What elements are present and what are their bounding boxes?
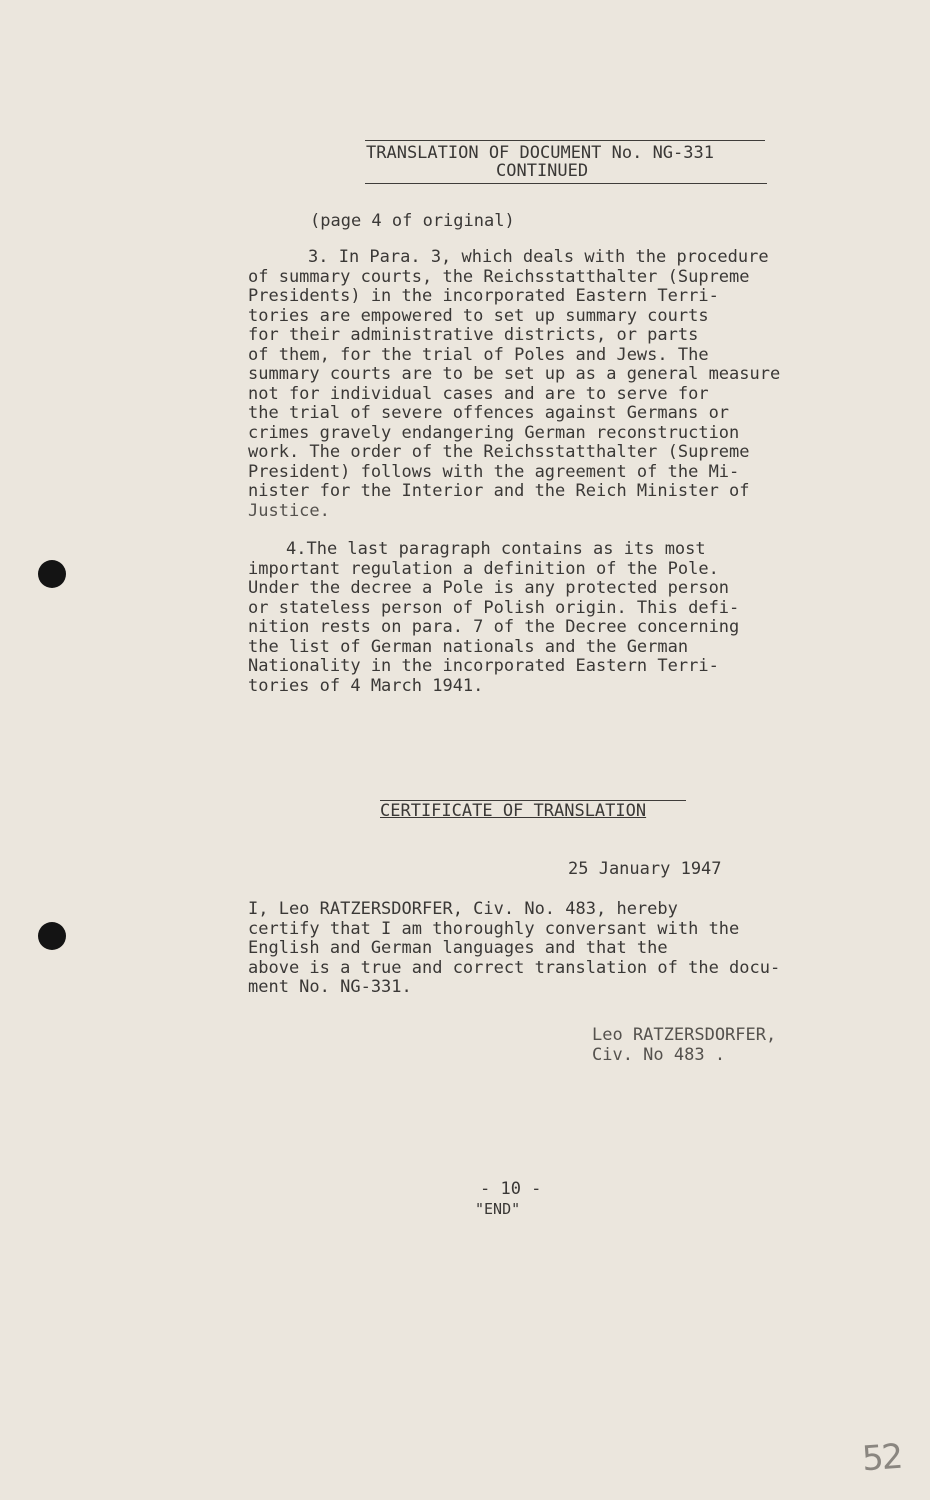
paragraph-3-line: the trial of severe offences against Germans or: [248, 403, 730, 423]
paragraph-4-line: nition rests on para. 7 of the Decree concerning: [248, 617, 740, 637]
paragraph-3: [248, 248, 780, 521]
header-top-rule: [365, 140, 765, 141]
paragraph-3-line: 3. In Para. 3, which deals with the procedure: [308, 247, 769, 267]
paragraph-4-line: 4.The last paragraph contains as its most: [286, 539, 706, 559]
document-title: TRANSLATION OF DOCUMENT No. NG-331: [366, 143, 714, 163]
paragraph-3-line: Justice.: [248, 500, 330, 521]
end-marker: "END": [475, 1200, 521, 1218]
certificate-top-rule: [380, 800, 686, 801]
paragraph-4-line: tories of 4 March 1941.: [248, 675, 484, 696]
continued-label: CONTINUED: [496, 161, 589, 181]
signature-civ-number: Civ. No 483 .: [592, 1045, 726, 1065]
certificate-line: certify that I am thoroughly conversant with the: [248, 918, 740, 939]
header-bottom-rule: [365, 183, 767, 184]
certificate-line: ment No. NG-331.: [248, 977, 412, 997]
paragraph-4-line: or stateless person of Polish origin. This defi-: [248, 597, 740, 618]
paragraph-3-line: President) follows with the agreement of the Mi-: [248, 461, 740, 482]
page-number: - 10 -: [480, 1179, 542, 1199]
paragraph-3-line: tories are empowered to set up summary courts: [248, 305, 709, 326]
page-reference: (page 4 of original): [310, 211, 515, 231]
paragraph-3-line: not for individual cases and are to serve for: [248, 383, 709, 404]
punch-hole-top: [38, 560, 66, 588]
paragraph-3-line: Presidents) in the incorporated Eastern Terri-: [248, 286, 719, 306]
certificate-body: [248, 900, 780, 998]
certificate-heading: CERTIFICATE OF TRANSLATION: [380, 801, 647, 821]
paragraph-3-line: of them, for the trial of Poles and Jews. The: [248, 344, 709, 365]
paragraph-3-line: crimes gravely endangering German reconstruction: [248, 422, 740, 443]
paragraph-4-line: the list of German nationals and the German: [248, 636, 689, 657]
paragraph-3-line: of summary courts, the Reichsstatthalter (Supreme: [248, 266, 750, 287]
punch-hole-bottom: [38, 922, 66, 950]
paragraph-4: [248, 540, 739, 696]
paragraph-4-line: Nationality in the incorporated Eastern Terri-: [248, 656, 719, 676]
certificate-date: 25 January 1947: [568, 859, 722, 879]
certificate-line: above is a true and correct translation of the docu-: [248, 957, 781, 978]
paragraph-3-line: work. The order of the Reichsstatthalter (Supreme: [248, 442, 750, 462]
paragraph-4-line: important regulation a definition of the Pole.: [248, 558, 719, 579]
paragraph-3-line: summary courts are to be set up as a general measure: [248, 364, 781, 384]
certificate-line: I, Leo RATZERSDORFER, Civ. No. 483, hereby: [248, 899, 678, 919]
certificate-line: English and German languages and that the: [248, 938, 668, 958]
paragraph-3-line: nister for the Interior and the Reich Minister of: [248, 481, 750, 501]
paragraph-4-line: Under the decree a Pole is any protected person: [248, 578, 730, 598]
signature-name: Leo RATZERSDORFER,: [592, 1025, 777, 1045]
handwritten-page-number: 52: [860, 1436, 903, 1480]
paragraph-3-line: for their administrative districts, or parts: [248, 325, 699, 345]
